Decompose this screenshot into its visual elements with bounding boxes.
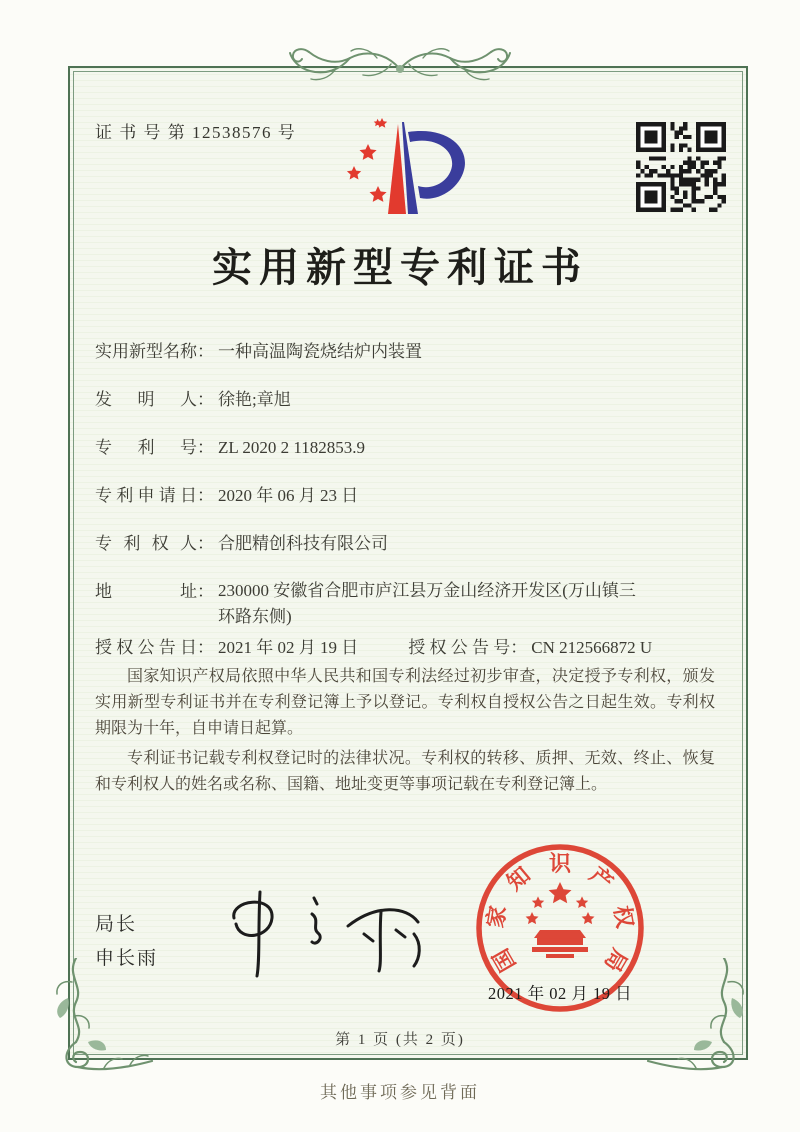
signer-title: 局长 [95,914,138,935]
field-row-inventor [95,386,715,413]
field-label: 专利权人 [95,534,197,553]
field-label: 实用新型名称 [95,342,197,361]
field-value: 合肥精创科技有限公司 [218,534,388,553]
signer-name: 申长雨 [95,948,159,969]
svg-text:国: 国 [487,944,521,977]
signer-block [95,908,158,976]
svg-text:权: 权 [609,903,638,930]
label-colon: ： [197,438,214,457]
svg-text:局: 局 [599,944,633,977]
field-row-name [95,338,715,365]
label-colon: ： [197,486,214,505]
grant-number-pair [408,634,652,661]
certificate-title: 实用新型专利证书 [212,245,588,290]
svg-text:识: 识 [548,851,572,877]
grant-date-stamp: 2021 年 02 月 19 日 [488,984,633,1003]
field-row-address [95,578,715,630]
field-label: 发明人 [95,390,197,409]
field-label: 授权公告日 [95,638,197,657]
see-back-note: 其他事项参见背面 [320,1083,480,1102]
label-colon: ： [510,638,528,657]
svg-text:知: 知 [502,861,535,896]
legal-paragraph-2: 专利证书记载专利权登记时的法律状况。专利权的转移、质押、无效、终止、恢复和专利权人的姓名或名称、国籍、地址变更等事项记载在专利登记簿上。 [95,750,715,793]
field-value: 徐艳;章旭 [218,390,291,409]
certificate-number: 证 书 号 第 12538576 号 [95,123,297,142]
director-signature-autograph [218,878,438,983]
field-label: 授权公告号 [408,638,511,657]
svg-text:家: 家 [482,903,511,930]
label-colon: ： [197,582,214,601]
label-colon: ： [197,638,214,657]
legal-text [95,664,715,802]
cnipa-logo-icon [338,110,488,222]
label-colon: ： [197,390,214,409]
field-value: 一种高温陶瓷烧结炉内装置 [218,342,422,361]
field-label: 地址 [95,582,197,601]
qr-code [636,122,726,212]
field-list [95,338,715,682]
legal-paragraph-1: 国家知识产权局依照中华人民共和国专利法经过初步审查，决定授予专利权，颁发实用新型专利证书并在专利登记簿上予以登记。专利权自授权公告之日起生效。专利权期限为十年，自申请日起算。 [95,668,715,737]
label-colon: ： [197,534,214,553]
grant-number-value: CN 212566872 U [531,638,653,657]
page-number: 第 1 页 (共 2 页) [335,1032,465,1048]
field-row-filing-date [95,482,715,509]
field-label: 专利申请日 [95,486,197,505]
field-value: ZL 2020 2 1182853.9 [218,438,366,457]
label-colon: ： [197,342,214,361]
field-row-patent-no [95,434,715,461]
field-label: 专利号 [95,438,197,457]
grant-date-value: 2021 年 02 月 19 日 [218,638,359,657]
svg-text:产: 产 [585,861,618,896]
field-value: 230000 安徽省合肥市庐江县万金山经济开发区(万山镇三环路东侧) [218,581,636,626]
field-value: 2020 年 06 月 23 日 [218,486,359,505]
field-row-grant [95,634,715,661]
field-row-patentee [95,530,715,557]
